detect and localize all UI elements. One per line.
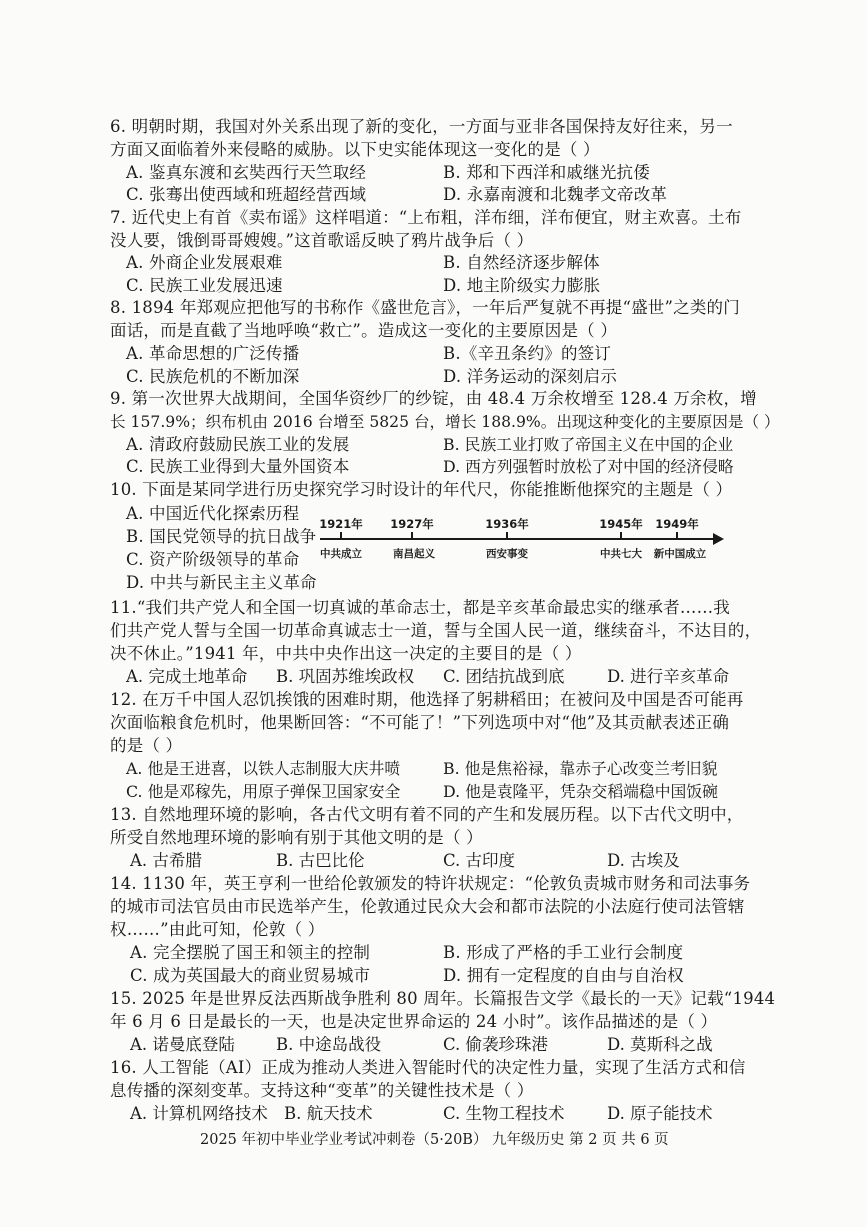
q12-option-d[interactable]: D. 他是袁隆平，凭杂交稻端稳中国饭碗 [443, 782, 718, 801]
q12-option-b[interactable]: B. 他是焦裕禄，靠赤子心改变兰考旧貌 [443, 759, 718, 778]
timeline-event: 中共成立 [320, 548, 362, 560]
timeline-year: 1936年 [485, 517, 529, 531]
q16-stem-line2: 息传播的深刻变革。支持这种“变革”的关键性技术是（ ） [110, 1081, 534, 1100]
year-timeline [318, 516, 730, 566]
timeline-arrowhead [713, 533, 724, 545]
q9-option-a[interactable]: A. 清政府鼓励民族工业的发展 [126, 435, 350, 454]
q8-option-b[interactable]: B.《辛丑条约》的签订 [443, 344, 612, 363]
q10-option-c[interactable]: C. 资产阶级领导的革命 [126, 550, 300, 569]
q7-option-a[interactable]: A. 外商企业发展艰难 [126, 253, 283, 272]
timeline-tick [620, 532, 622, 540]
q13-stem-line1: 13. 自然地理环境的影响，各古代文明有着不同的产生和发展历程。以下古代文明中， [110, 805, 744, 824]
timeline-tick [506, 532, 508, 540]
q9-option-b[interactable]: B. 民族工业打败了帝国主义在中国的企业 [443, 435, 734, 454]
q7-option-c[interactable]: C. 民族工业发展迅速 [126, 276, 283, 295]
q14-stem-line2: 的城市司法官员由市民选举产生，伦敦通过民众大会和都市法院的小法庭行使司法管辖 [110, 897, 745, 916]
q8-option-d[interactable]: D. 洋务运动的深刻启示 [443, 367, 618, 386]
q6-option-d[interactable]: D. 永嘉南渡和北魏孝文帝改革 [443, 185, 668, 204]
q8-option-c[interactable]: C. 民族危机的不断加深 [126, 367, 300, 386]
q15-stem-line1: 15. 2025 年是世界反法西斯战争胜利 80 周年。长篇报告文学《最长的一天》记载“1944 [110, 989, 776, 1008]
q10-option-a[interactable]: A. 中国近代化探索历程 [126, 504, 300, 523]
q12-stem-line3: 的是（ ） [110, 736, 183, 755]
q11-option-a[interactable]: A. 完成土地革命 [126, 667, 248, 686]
q15-option-d[interactable]: D. 莫斯科之战 [607, 1035, 713, 1054]
q13-option-c[interactable]: C. 古印度 [443, 851, 516, 870]
q11-stem-line2: 们共产党人誓与全国一切革命真诚志士一道，誓与全国人民一道，继续奋斗，不达目的， [110, 621, 762, 640]
q11-stem-line3: 决不休止。”1941 年，中共中央作出这一决定的主要目的是（ ） [110, 644, 582, 663]
q15-option-c[interactable]: C. 偷袭珍珠港 [443, 1035, 549, 1054]
q15-stem-line2: 年 6 月 6 日是最长的一天，也是决定世界命运的 24 小时”。该作品描述的是（ ） [110, 1012, 718, 1031]
q7-stem-line1: 7. 近代史上有首《卖布谣》这样唱道：“上布粗，洋布细，洋布便宜，财主欢喜。土布 [110, 208, 742, 227]
timeline-event: 新中国成立 [653, 548, 707, 560]
q9-stem-line1: 9. 第一次世界大战期间，全国华资纱厂的纱锭，由 48.4 万余枚增至 128.4 万余枚，增 [110, 389, 757, 408]
q9-stem-line2: 长 157.9%；织布机由 2016 台增至 5825 台，增长 188.9%。出现这种变化的主要原因是（ ） [110, 413, 780, 431]
q10-option-d[interactable]: D. 中共与新民主主义革命 [126, 573, 317, 592]
q13-option-d[interactable]: D. 古埃及 [607, 851, 680, 870]
q14-option-b[interactable]: B. 形成了严格的手工业行会制度 [443, 943, 684, 962]
q14-option-c[interactable]: C. 成为英国最大的商业贸易城市 [130, 966, 371, 985]
q14-option-d[interactable]: D. 拥有一定程度的自由与自治权 [443, 966, 684, 985]
q6-stem-line1: 6. 明朝时期，我国对外关系出现了新的变化，一方面与亚非各国保持友好往来，另一 [110, 117, 733, 136]
q16-option-c[interactable]: C. 生物工程技术 [443, 1104, 565, 1123]
q8-option-a[interactable]: A. 革命思想的广泛传播 [126, 344, 300, 363]
q11-option-d[interactable]: D. 进行辛亥革命 [607, 667, 730, 686]
q13-option-a[interactable]: A. 古希腊 [130, 851, 202, 870]
timeline-year: 1927年 [390, 517, 434, 531]
q16-option-a[interactable]: A. 计算机网络技术 [130, 1104, 268, 1123]
q14-option-a[interactable]: A. 完全摆脱了国王和领主的控制 [130, 943, 371, 962]
timeline-tick [411, 532, 413, 540]
q10-option-b[interactable]: B. 国民党领导的抗日战争 [126, 527, 317, 546]
q9-option-d[interactable]: D. 西方列强暂时放松了对中国的经济侵略 [443, 457, 734, 476]
q14-stem-line1: 14. 1130 年，英王亨利一世给伦敦颁发的特许状规定：“伦敦负责城市财务和司法事务 [110, 874, 751, 893]
timeline-tick [676, 532, 678, 540]
timeline-event: 南昌起义 [393, 548, 435, 560]
q9-option-c[interactable]: C. 民族工业得到大量外国资本 [126, 457, 350, 476]
timeline-year: 1921年 [319, 517, 363, 531]
q13-stem-line2: 所受自然地理环境的影响有别于其他文明的是（ ） [110, 828, 483, 847]
q7-option-d[interactable]: D. 地主阶级实力膨胀 [443, 276, 601, 295]
q12-stem-line2: 次面临粮食危机时，他果断回答：“不可能了！”下列选项中对“他”及其贡献表述正确 [110, 713, 730, 732]
q12-stem-line1: 12. 在万千中国人忍饥挨饿的困难时期，他选择了躬耕稻田；在被问及中国是否可能再 [110, 690, 744, 709]
timeline-tick [340, 532, 342, 540]
timeline-event: 中共七大 [600, 548, 642, 560]
q11-stem-line1: 11.“我们共产党人和全国一切真诚的革命志士，都是辛亥革命最忠实的继承者……我 [110, 598, 730, 617]
q11-option-b[interactable]: B. 巩固苏维埃政权 [276, 667, 415, 686]
timeline-year: 1949年 [655, 517, 699, 531]
q12-option-a[interactable]: A. 他是王进喜，以铁人志制服大庆井喷 [126, 759, 401, 778]
q13-option-b[interactable]: B. 古巴比伦 [276, 851, 365, 870]
q6-option-b[interactable]: B. 郑和下西洋和戚继光抗倭 [443, 163, 650, 182]
q8-stem-line1: 8. 1894 年郑观应把他写的书称作《盛世危言》，一年后严复就不再提“盛世”之类的门 [110, 298, 740, 317]
q6-stem-line2: 方面又面临着外来侵略的威胁。以下史实能体现这一变化的是（ ） [110, 140, 600, 159]
timeline-axis [320, 538, 715, 540]
q16-option-d[interactable]: D. 原子能技术 [607, 1104, 713, 1123]
q6-option-c[interactable]: C. 张骞出使西域和班超经营西域 [126, 185, 367, 204]
page-footer: 2025 年初中毕业学业考试冲刺卷（5·20B） 九年级历史 第 2 页 共 6 页 [200, 1132, 669, 1148]
timeline-year: 1945年 [599, 517, 643, 531]
q6-option-a[interactable]: A. 鉴真东渡和玄奘西行天竺取经 [126, 163, 367, 182]
q14-stem-line3: 权……”由此可知，伦敦（ ） [110, 920, 325, 939]
q16-option-b[interactable]: B. 航天技术 [284, 1104, 373, 1123]
q7-option-b[interactable]: B. 自然经济逐步解体 [443, 253, 600, 272]
q8-stem-line2: 面话，而是直截了当地呼唤“救亡”。造成这一变化的主要原因是（ ） [110, 321, 618, 340]
q12-option-c[interactable]: C. 他是邓稼先，用原子弹保卫国家安全 [126, 782, 401, 801]
q15-option-b[interactable]: B. 中途岛战役 [276, 1035, 382, 1054]
q16-stem-line1: 16. 人工智能（AI）正成为推动人类进入智能时代的决定性力量，实现了生活方式和信 [110, 1058, 746, 1077]
q11-option-c[interactable]: C. 团结抗战到底 [443, 667, 565, 686]
q10-stem-line1: 10. 下面是某同学进行历史探究学习时设计的年代尺，你能推断他探究的主题是（ ） [110, 480, 733, 499]
timeline-event: 西安事变 [486, 548, 528, 560]
q7-stem-line2: 没人要，饿倒哥哥嫂嫂。”这首歌谣反映了鸦片战争后（ ） [110, 231, 534, 250]
q15-option-a[interactable]: A. 诺曼底登陆 [130, 1035, 235, 1054]
